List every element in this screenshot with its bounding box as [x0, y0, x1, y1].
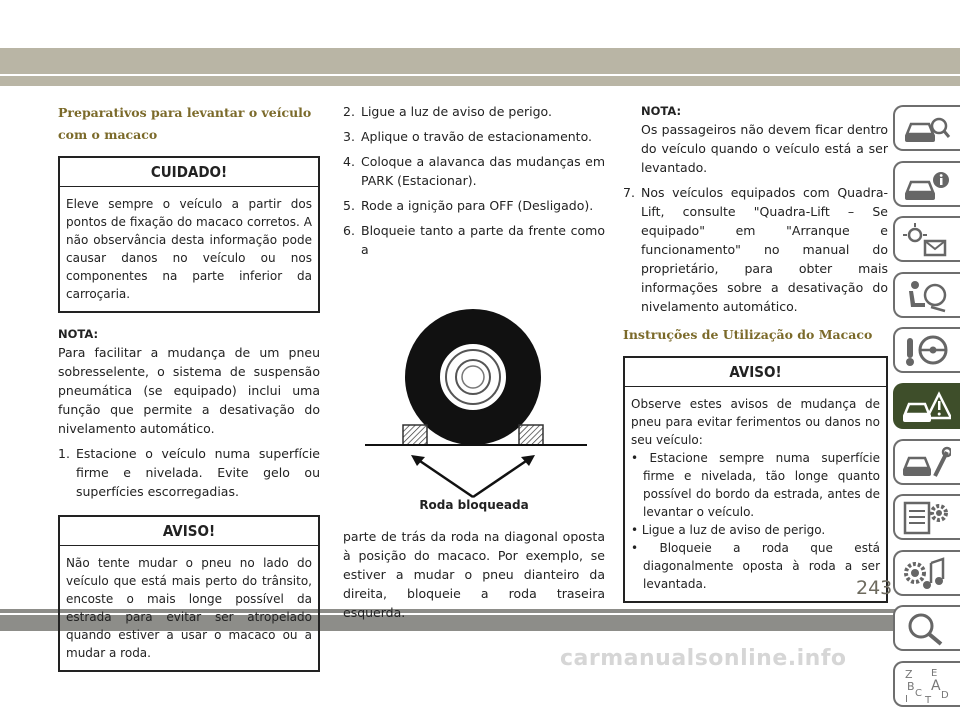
step-1 — [58, 444, 320, 501]
caution-text: Eleve sempre o veículo a partir dos pontos de fixação do macaco corretos. A não observância desta informação pode causar danos no veículo ou nos componentes na parte inferior da carroçaria. — [66, 197, 312, 301]
column-right — [623, 102, 888, 615]
warning-bullet: • Ligue a luz de aviso de perigo. — [631, 523, 826, 537]
nota-label: NOTA: — [58, 327, 99, 341]
warning-box-jack — [623, 356, 888, 603]
warning-title: AVISO! — [60, 517, 318, 546]
steering-wheel-icon — [901, 332, 951, 370]
hazard-car-icon — [901, 388, 951, 426]
index-letters-icon — [901, 666, 951, 704]
tab-seat-airbag[interactable] — [893, 272, 960, 318]
magnifier-icon — [901, 610, 951, 648]
step-text: Nos veículos equipados com Quadra-Lift, consulte "Quadra-Lift – Se equipado" em "Arranque e funcionamento" no manual do proprietário, para obter mais informações sobre a desativação do nivelamento automático. — [641, 185, 888, 314]
checklist-gear-icon — [901, 499, 951, 537]
header-band — [0, 48, 960, 86]
car-info-icon — [901, 166, 951, 204]
chock-left — [403, 425, 427, 445]
car-wrench-icon — [901, 444, 951, 482]
step-number: 7. — [623, 185, 635, 200]
step-text: Coloque a alavanca das mudanças em PARK (Estacionar). — [361, 154, 605, 188]
tab-checklist-gear[interactable] — [893, 494, 960, 540]
column-left — [58, 102, 320, 684]
tab-hazard-car[interactable] — [893, 383, 960, 429]
chapter-tabs — [893, 105, 960, 717]
tab-dashboard-lights[interactable] — [893, 216, 960, 262]
step-2 — [343, 102, 605, 121]
step-number: 2. — [343, 104, 355, 119]
step-7 — [623, 183, 888, 316]
music-gear-icon — [901, 555, 951, 593]
index-letter: C — [915, 687, 922, 699]
caution-title: CUIDADO! — [60, 158, 318, 187]
figure-caption: Roda bloqueada — [419, 498, 529, 512]
watermark: carmanualsonline.info — [560, 646, 847, 671]
tab-magnifier[interactable] — [893, 605, 960, 651]
warning-box-traffic — [58, 515, 320, 672]
index-letter: T — [925, 694, 932, 704]
index-letter: D — [941, 689, 949, 701]
step-4 — [343, 152, 605, 190]
step-number: 5. — [343, 198, 355, 213]
nota-label: NOTA: — [641, 104, 682, 118]
step-text: Ligue a luz de aviso de perigo. — [361, 104, 552, 119]
tab-car-info[interactable] — [893, 161, 960, 207]
step-5 — [343, 196, 605, 215]
seat-airbag-icon — [901, 277, 951, 315]
index-letter: Z — [905, 667, 913, 681]
warning-body — [625, 387, 886, 601]
step-6 — [343, 221, 605, 259]
car-search-icon — [901, 110, 951, 148]
step-text: Rode a ignição para OFF (Desligado). — [361, 198, 594, 213]
dashboard-lights-icon — [901, 221, 951, 259]
step-text: Bloqueie tanto a parte da frente como a — [361, 223, 605, 257]
warning-bullet: • Bloqueie a roda que está diagonalmente oposta à roda a ser levantada. — [631, 541, 880, 591]
step-number: 6. — [343, 223, 355, 238]
section-heading-instrucoes: Instruções de Utilização do Macaco — [623, 327, 873, 342]
warning-text: Não tente mudar o pneu no lado do veículo que está mais perto do trânsito, encoste o mais longe possível da estrada para evitar ser atropelado quando estiver a usar o macaco ou a mudar a roda. — [66, 556, 312, 660]
page-number: 243 — [856, 577, 893, 599]
index-letter: I — [905, 693, 908, 704]
step-number: 1. — [58, 446, 70, 461]
step-6-continuation: parte de trás da roda na diagonal oposta à posição do macaco. Por exemplo, se estiver a mudar o pneu dianteiro da direita, bloqueie a roda traseira esquerda. — [343, 529, 605, 620]
index-letter: A — [931, 677, 941, 694]
caution-box — [58, 156, 320, 313]
step-text: Aplique o travão de estacionamento. — [361, 129, 592, 144]
section-heading-preparativos: Preparativos para levantar o veículo com o macaco — [58, 105, 312, 142]
warning-title: AVISO! — [625, 358, 886, 387]
column-middle — [343, 102, 605, 628]
step-number: 4. — [343, 154, 355, 169]
index-letter: E — [931, 667, 938, 679]
step-text: Estacione o veículo numa superfície firme e nivelada. Evite gelo ou superfícies escorregadias. — [76, 446, 320, 499]
warning-intro: Observe estes avisos de mudança de pneu para evitar ferimentos ou danos no seu veículo: — [631, 397, 880, 447]
wheel-chock-illustration — [343, 265, 605, 500]
tab-car-search[interactable] — [893, 105, 960, 151]
tab-index[interactable] — [893, 661, 960, 707]
index-letter: B — [907, 679, 915, 693]
tab-steering-wheel[interactable] — [893, 327, 960, 373]
blocked-wheel-figure — [343, 265, 605, 500]
step-3 — [343, 127, 605, 146]
nota-text: Para facilitar a mudança de um pneu sobresselente, o sistema de suspensão pneumática (se equipado) inclui uma função que permite a desativação do nivelamento automático. — [58, 345, 320, 436]
warning-bullet: • Estacione sempre numa superfície firme e nivelada, tão longe quanto possível do bordo da estrada, antes de levantar o veículo. — [631, 451, 880, 519]
tab-car-wrench[interactable] — [893, 439, 960, 485]
chock-right — [519, 425, 543, 445]
nota-text: Os passageiros não devem ficar dentro do veículo quando o veículo está a ser levantado. — [641, 122, 888, 175]
step-number: 3. — [343, 129, 355, 144]
tab-music-gear[interactable] — [893, 550, 960, 596]
